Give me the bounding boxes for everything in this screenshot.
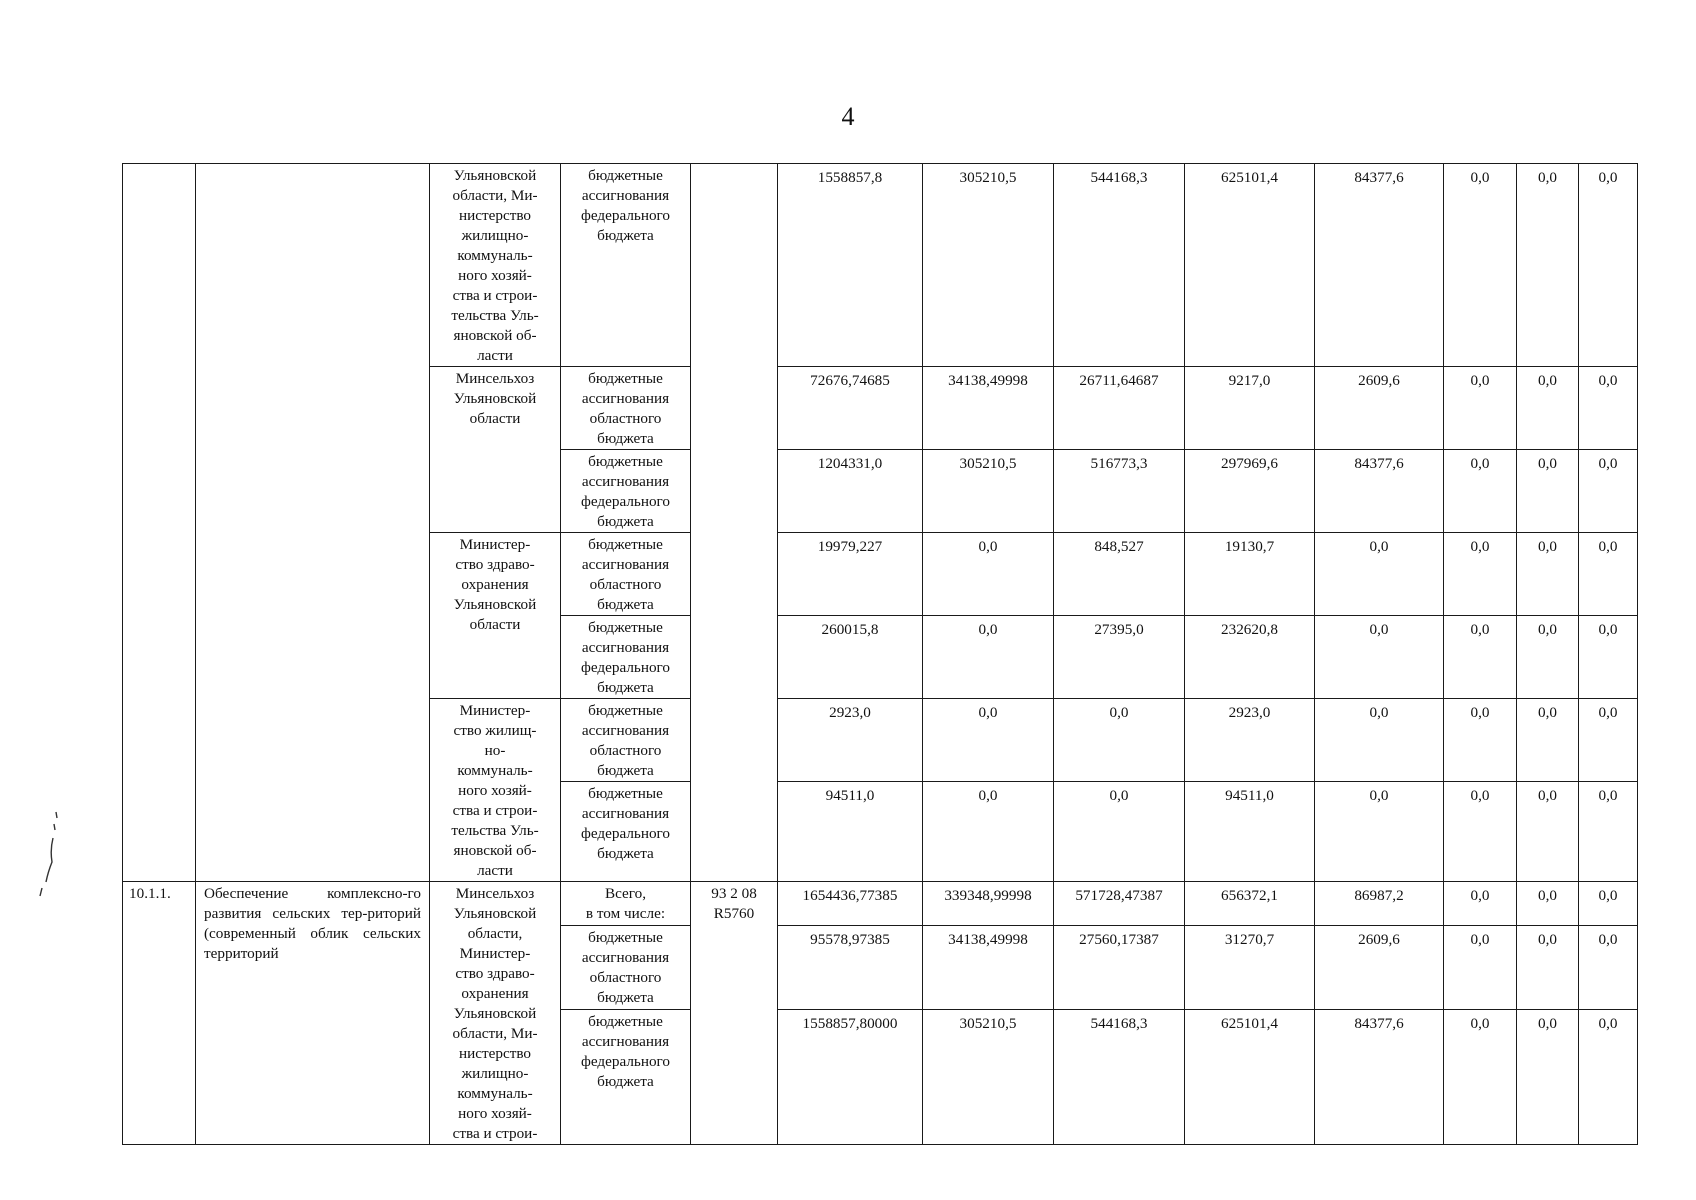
value-cell: 2609,6	[1315, 925, 1444, 1009]
value-cell: 0,0	[1517, 782, 1579, 882]
value-cell: 0,0	[1315, 616, 1444, 699]
item-index: 10.1.1.	[123, 882, 196, 1145]
name-cell-empty	[196, 164, 430, 882]
value-cell: 27395,0	[1054, 616, 1185, 699]
value-cell: 0,0	[1579, 367, 1638, 450]
value-cell: 0,0	[1517, 1009, 1579, 1144]
value-cell: 625101,4	[1185, 164, 1315, 367]
responsible-cell: Минсельхоз Ульяновской области, Министер- ство здраво- охранения Ульяновской области, Ми- нистерство жилищно- коммуналь- ного хозяй- ства и строи-	[430, 882, 561, 1145]
value-cell: 625101,4	[1185, 1009, 1315, 1144]
value-cell: 34138,49998	[923, 367, 1054, 450]
value-cell: 232620,8	[1185, 616, 1315, 699]
value-cell: 0,0	[1444, 367, 1517, 450]
budget-table	[122, 163, 1638, 1145]
responsible-cell: Министер- ство здраво- охранения Ульяновской области	[430, 533, 561, 699]
value-cell: 571728,47387	[1054, 882, 1185, 926]
value-cell: 0,0	[1517, 367, 1579, 450]
value-cell: 72676,74685	[778, 367, 923, 450]
source-cell: бюджетные ассигнования федерального бюджета	[561, 616, 691, 699]
value-cell: 1558857,80000	[778, 1009, 923, 1144]
value-cell: 544168,3	[1054, 1009, 1185, 1144]
value-cell: 0,0	[1579, 1009, 1638, 1144]
value-cell: 0,0	[1444, 450, 1517, 533]
value-cell: 31270,7	[1185, 925, 1315, 1009]
value-cell: 656372,1	[1185, 882, 1315, 926]
value-cell: 0,0	[923, 616, 1054, 699]
value-cell: 0,0	[1517, 882, 1579, 926]
value-cell: 305210,5	[923, 1009, 1054, 1144]
value-cell: 86987,2	[1315, 882, 1444, 926]
source-cell: бюджетные ассигнования федерального бюджета	[561, 164, 691, 367]
value-cell: 305210,5	[923, 164, 1054, 367]
value-cell: 0,0	[1315, 533, 1444, 616]
source-cell: бюджетные ассигнования федерального бюджета	[561, 450, 691, 533]
source-cell: бюджетные ассигнования областного бюджета	[561, 533, 691, 616]
value-cell: 19979,227	[778, 533, 923, 616]
value-cell: 34138,49998	[923, 925, 1054, 1009]
value-cell: 26711,64687	[1054, 367, 1185, 450]
value-cell: 0,0	[1517, 616, 1579, 699]
value-cell: 94511,0	[1185, 782, 1315, 882]
source-cell: бюджетные ассигнования областного бюджета	[561, 925, 691, 1009]
value-cell: 0,0	[1444, 699, 1517, 782]
budget-code: 93 2 08 R5760	[691, 882, 778, 1145]
responsible-cell: Министер- ство жилищ- но- коммуналь- ного хозяй- ства и строи- тельства Уль- яновской об- ласти	[430, 699, 561, 882]
source-cell-total: Всего, в том числе:	[561, 882, 691, 926]
source-cell: бюджетные ассигнования федерального бюджета	[561, 782, 691, 882]
value-cell: 0,0	[1444, 1009, 1517, 1144]
value-cell: 84377,6	[1315, 1009, 1444, 1144]
value-cell: 297969,6	[1185, 450, 1315, 533]
value-cell: 0,0	[1579, 882, 1638, 926]
value-cell: 0,0	[1579, 164, 1638, 367]
value-cell: 544168,3	[1054, 164, 1185, 367]
value-cell: 2609,6	[1315, 367, 1444, 450]
code-cell-empty	[691, 164, 778, 882]
value-cell: 2923,0	[1185, 699, 1315, 782]
source-cell: бюджетные ассигнования областного бюджета	[561, 699, 691, 782]
value-cell: 0,0	[1517, 699, 1579, 782]
value-cell: 305210,5	[923, 450, 1054, 533]
value-cell: 0,0	[923, 699, 1054, 782]
value-cell: 1558857,8	[778, 164, 923, 367]
value-cell: 516773,3	[1054, 450, 1185, 533]
value-cell: 0,0	[923, 782, 1054, 882]
value-cell: 0,0	[1315, 782, 1444, 882]
value-cell: 27560,17387	[1054, 925, 1185, 1009]
value-cell: 0,0	[1579, 450, 1638, 533]
value-cell: 0,0	[1517, 450, 1579, 533]
index-cell-empty	[123, 164, 196, 882]
table-row	[123, 882, 1638, 926]
value-cell: 339348,99998	[923, 882, 1054, 926]
value-cell: 0,0	[1444, 533, 1517, 616]
value-cell: 9217,0	[1185, 367, 1315, 450]
value-cell: 0,0	[1579, 699, 1638, 782]
value-cell: 0,0	[1315, 699, 1444, 782]
pencil-mark	[36, 810, 66, 900]
value-cell: 0,0	[1444, 164, 1517, 367]
value-cell: 0,0	[1444, 882, 1517, 926]
value-cell: 0,0	[1517, 164, 1579, 367]
value-cell: 94511,0	[778, 782, 923, 882]
value-cell: 0,0	[1054, 699, 1185, 782]
value-cell: 0,0	[1517, 533, 1579, 616]
value-cell: 0,0	[1579, 533, 1638, 616]
value-cell: 848,527	[1054, 533, 1185, 616]
value-cell: 84377,6	[1315, 164, 1444, 367]
value-cell: 95578,97385	[778, 925, 923, 1009]
value-cell: 0,0	[1444, 925, 1517, 1009]
value-cell: 0,0	[1517, 925, 1579, 1009]
value-cell: 84377,6	[1315, 450, 1444, 533]
value-cell: 1654436,77385	[778, 882, 923, 926]
value-cell: 2923,0	[778, 699, 923, 782]
item-name: Обеспечение комплексно-го развития сельских тер-риторий (современный облик сельских территорий	[196, 882, 430, 1145]
value-cell: 0,0	[1579, 782, 1638, 882]
value-cell: 0,0	[1054, 782, 1185, 882]
value-cell: 0,0	[1444, 782, 1517, 882]
value-cell: 0,0	[1579, 616, 1638, 699]
value-cell: 0,0	[1579, 925, 1638, 1009]
value-cell: 0,0	[1444, 616, 1517, 699]
value-cell: 19130,7	[1185, 533, 1315, 616]
page-number: 4	[841, 102, 855, 131]
responsible-cell: Ульяновской области, Ми- нистерство жилищно- коммуналь- ного хозяй- ства и строи- тельства Уль- яновской об- ласти	[430, 164, 561, 367]
value-cell: 260015,8	[778, 616, 923, 699]
value-cell: 0,0	[923, 533, 1054, 616]
table-row	[123, 164, 1638, 367]
source-cell: бюджетные ассигнования областного бюджета	[561, 367, 691, 450]
value-cell: 1204331,0	[778, 450, 923, 533]
source-cell: бюджетные ассигнования федерального бюджета	[561, 1009, 691, 1144]
responsible-cell: Минсельхоз Ульяновской области	[430, 367, 561, 533]
